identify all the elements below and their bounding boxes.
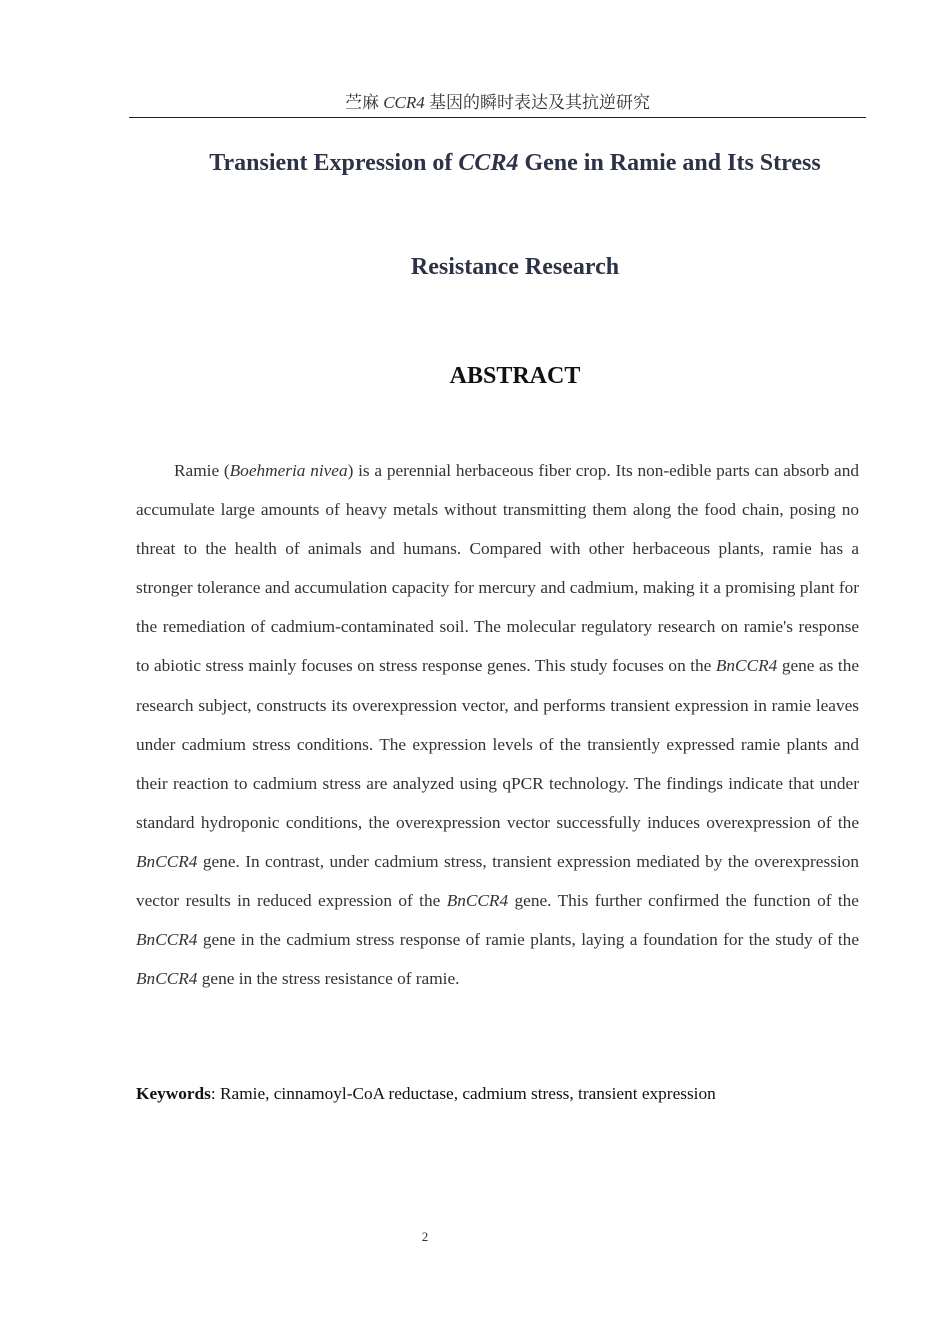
abstract-text: gene. In contrast, under cadmium stress, transient expression mediated by the overexpression vector results in reduced expression of the xyxy=(136,851,859,911)
abstract-text: gene in the cadmium stress response of ramie plants, laying a foundation for the study of the xyxy=(197,930,859,950)
abstract-text: ) is a perennial herbaceous fiber crop. Its non-edible parts can absorb and accumulate large amounts of heavy metals without transmitting them along the food chain, posing no threat to the health of animals and humans. Compared with other herbaceous plants, ramie has a stronger tolerance and accumulation capacity for mercury and cadmium, making it a promising plant for the remediation of cadmium-contaminated soil. The molecular regulatory research on ramie's response to abiotic stress mainly focuses on stress response genes. This study focuses on the xyxy=(136,461,859,676)
keywords-line xyxy=(136,1080,859,1108)
running-header-gene: CCR4 xyxy=(383,93,425,112)
species-name: Boehmeria nivea xyxy=(229,461,348,480)
abstract-text: Ramie ( xyxy=(174,461,230,480)
title-prefix: Transient Expression of xyxy=(209,150,459,176)
abstract-text: gene. This further confirmed the function of the xyxy=(508,891,859,911)
gene-name: BnCCR4 xyxy=(715,656,778,676)
abstract-heading: ABSTRACT xyxy=(449,363,581,389)
title-suffix: Gene in Ramie and Its Stress xyxy=(518,150,821,176)
page-number: 2 xyxy=(421,1229,429,1244)
abstract-text: gene in the stress resistance of ramie. xyxy=(197,969,460,989)
title-gene: CCR4 xyxy=(458,150,519,176)
running-header xyxy=(129,92,866,118)
gene-name: BnCCR4 xyxy=(446,891,509,911)
gene-name: BnCCR4 xyxy=(136,969,198,989)
gene-name: BnCCR4 xyxy=(136,851,198,871)
paper-title-line-2: Resistance Research xyxy=(410,254,620,280)
running-header-suffix: 基因的瞬时表达及其抗逆研究 xyxy=(424,93,651,112)
gene-name: BnCCR4 xyxy=(136,930,198,950)
paper-title-line-1 xyxy=(80,148,950,178)
abstract-text: gene as the research subject, constructs its overexpression vector, and performs transient expression in ramie leaves under cadmium stress conditions. The expression levels of the transiently expressed ramie plants and their reaction to cadmium stress are analyzed using qPCR technology. The findings indicate that under standard hydroponic conditions, the overexpression vector successfully induces overexpression of the xyxy=(136,656,859,832)
running-header-prefix: 苎麻 xyxy=(344,93,384,112)
keywords-label: Keywords xyxy=(136,1084,211,1103)
abstract-body xyxy=(136,451,859,998)
keywords-list: : Ramie, cinnamoyl-CoA reductase, cadmium stress, transient expression xyxy=(210,1084,716,1103)
